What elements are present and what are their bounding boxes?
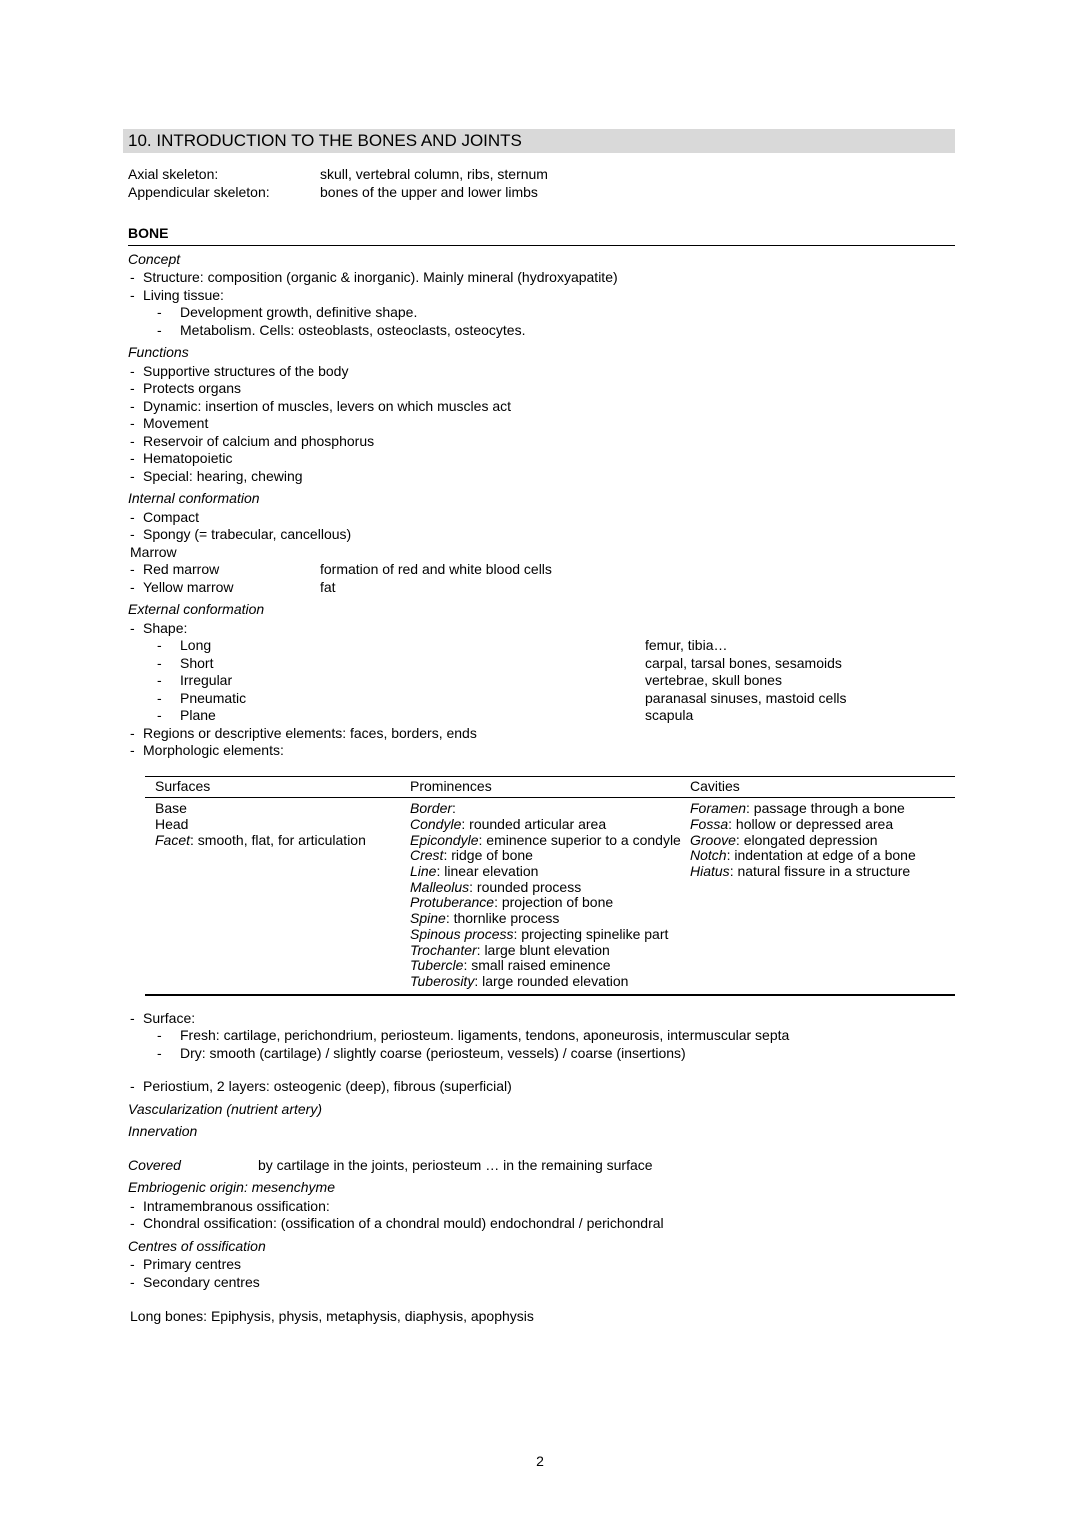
marrow-item: - Red marrow	[143, 561, 220, 577]
long-bones-line: Long bones: Epiphysis, physis, metaphysis, diaphysis, apophysis	[130, 1308, 534, 1325]
shape-row	[128, 637, 955, 655]
term: Tubercle	[410, 957, 464, 974]
page-title: 10. INTRODUCTION TO THE BONES AND JOINTS	[123, 129, 955, 153]
term-desc: : small raised eminence	[463, 957, 611, 974]
list-item	[128, 526, 955, 544]
marrow-row	[128, 579, 955, 597]
skeleton-label: Axial skeleton:	[128, 166, 219, 182]
list-item-text: - Dry: smooth (cartilage) / slightly coarse (periosteum, vessels) / coarse (insertions)	[180, 1044, 686, 1061]
term: Groove	[690, 831, 736, 848]
table-cell	[410, 864, 690, 880]
list-item	[128, 1256, 955, 1274]
list-subitem	[128, 1045, 955, 1063]
term: Foramen	[690, 800, 747, 817]
term-desc: : large rounded elevation	[474, 972, 629, 989]
table-cell	[690, 801, 955, 817]
term: Condyle	[410, 815, 462, 832]
list-item-text: - Development growth, definitive shape.	[180, 304, 418, 320]
list-item-text: - Morphologic elements:	[143, 742, 284, 758]
term: Malleolus	[410, 878, 470, 895]
vascularization-heading: Vascularization (nutrient artery)	[128, 1100, 323, 1117]
marrow-label: Marrow	[130, 543, 177, 560]
term: Hiatus	[690, 863, 730, 880]
list-item-text: - Compact	[143, 508, 200, 525]
embriogenic-heading: Embriogenic origin: mesenchyme	[128, 1179, 335, 1196]
list-item-text: - Secondary centres	[143, 1273, 260, 1290]
term: Epicondyle	[410, 831, 479, 848]
shape-examples: paranasal sinuses, mastoid cells	[645, 689, 847, 706]
centres-heading: Centres of ossification	[128, 1237, 266, 1254]
table-column-surfaces	[145, 801, 410, 989]
table-cell	[690, 817, 955, 833]
term-desc: : projecting spinelike part	[513, 925, 669, 942]
list-item	[128, 363, 955, 381]
table-cell	[410, 895, 690, 911]
term-desc: : natural fissure in a structure	[729, 863, 911, 880]
table-cell	[410, 801, 690, 817]
term-desc: : indentation at edge of a bone	[726, 847, 916, 864]
term: Spinous process	[410, 925, 514, 942]
term: Notch	[690, 847, 727, 864]
skeleton-label: Appendicular skeleton:	[128, 183, 270, 200]
covered-value: by cartilage in the joints, periosteum … in the remaining surface	[258, 1156, 653, 1173]
term-desc: : rounded articular area	[461, 815, 607, 832]
term-desc: : thornlike process	[445, 910, 560, 927]
term-desc: : smooth, flat, for articulation	[190, 831, 366, 848]
term: Border	[410, 800, 453, 817]
list-item	[128, 1078, 955, 1096]
skeleton-row-axial	[128, 166, 955, 184]
table-cell	[690, 864, 955, 880]
list-item-text: - Movement	[143, 415, 209, 431]
table-header-prominences: Prominences	[410, 777, 492, 794]
table-cell	[410, 943, 690, 959]
list-item-text: - Protects organs	[143, 380, 242, 396]
list-item	[128, 725, 955, 743]
shape-row	[128, 672, 955, 690]
term-desc: :	[452, 800, 456, 817]
table-cell: Base	[155, 800, 187, 817]
list-item-text: - Special: hearing, chewing	[143, 467, 303, 484]
list-item	[128, 433, 955, 451]
list-item-text: - Surface:	[143, 1009, 196, 1026]
morphologic-elements-table	[145, 776, 955, 996]
table-cell	[410, 927, 690, 943]
functions-heading: Functions	[128, 344, 189, 360]
table-cell	[410, 911, 690, 927]
marrow-value: fat	[320, 578, 336, 595]
list-item	[128, 415, 955, 433]
marrow-item: - Yellow marrow	[143, 578, 234, 595]
table-column-cavities	[690, 801, 955, 989]
list-item	[128, 742, 955, 760]
term-desc: : rounded process	[469, 878, 582, 895]
term: Facet	[155, 831, 191, 848]
external-conformation-heading: External conformation	[128, 601, 265, 617]
term-desc: : ridge of bone	[443, 847, 533, 864]
list-item	[128, 269, 955, 287]
shape-examples: vertebrae, skull bones	[645, 672, 782, 688]
shape-name: - Pneumatic	[180, 689, 247, 706]
list-item-text: - Chondral ossification: (ossification of a chondral mould) endochondral / perichondral	[143, 1215, 664, 1232]
term: Line	[410, 863, 437, 880]
marrow-row	[128, 561, 955, 579]
table-header-row	[145, 777, 955, 799]
list-subitem	[128, 304, 955, 322]
list-item-text: - Fresh: cartilage, perichondrium, periosteum. ligaments, tendons, aponeurosis, intermuscular septa	[180, 1027, 790, 1044]
table-column-prominences	[410, 801, 690, 989]
table-cell	[155, 833, 410, 849]
shape-name: - Long	[180, 637, 212, 653]
internal-conformation-heading: Internal conformation	[128, 490, 260, 506]
shape-row	[128, 655, 955, 673]
list-item-text: - Spongy (= trabecular, cancellous)	[143, 526, 352, 542]
term-desc: : passage through a bone	[746, 800, 905, 817]
table-cell	[410, 958, 690, 974]
term: Trochanter	[410, 941, 477, 958]
list-item	[128, 620, 955, 638]
table-cell	[410, 833, 690, 849]
marrow-value: formation of red and white blood cells	[320, 561, 552, 577]
list-item-text: - Supportive structures of the body	[143, 362, 349, 379]
innervation-heading: Innervation	[128, 1123, 198, 1140]
table-header-cavities: Cavities	[690, 777, 740, 794]
term: Fossa	[690, 815, 729, 832]
table-cell	[410, 817, 690, 833]
shape-name: - Irregular	[180, 672, 233, 688]
shape-examples: femur, tibia…	[645, 637, 728, 653]
skeleton-row-appendicular	[128, 184, 955, 202]
term: Spine	[410, 910, 446, 927]
table-header-surfaces: Surfaces	[155, 777, 211, 794]
skeleton-value: skull, vertebral column, ribs, sternum	[320, 166, 548, 182]
table-cell: Head	[155, 815, 189, 832]
shape-row	[128, 690, 955, 708]
list-item-text: - Regions or descriptive elements: faces, borders, ends	[143, 724, 477, 741]
term-desc: : linear elevation	[436, 863, 539, 880]
term: Tuberosity	[410, 972, 475, 989]
list-item-text: - Shape:	[143, 619, 188, 636]
list-item-text: - Primary centres	[143, 1256, 242, 1273]
table-cell	[690, 833, 955, 849]
list-item	[128, 1215, 955, 1233]
list-item	[128, 468, 955, 486]
table-body	[145, 798, 955, 993]
list-item	[128, 398, 955, 416]
page-number: 2	[536, 1452, 544, 1469]
term-desc: : eminence superior to a condyle	[478, 831, 681, 848]
term-desc: : projection of bone	[494, 894, 614, 911]
list-item	[128, 287, 955, 305]
term: Protuberance	[410, 894, 495, 911]
list-item-text: - Reservoir of calcium and phosphorus	[143, 432, 375, 449]
shape-name: - Short	[180, 654, 214, 671]
list-subitem	[128, 322, 955, 340]
list-item-text: - Dynamic: insertion of muscles, levers on which muscles act	[143, 397, 512, 414]
covered-label: Covered	[128, 1156, 181, 1173]
list-item	[128, 1010, 955, 1028]
table-cell	[690, 848, 955, 864]
list-item	[128, 450, 955, 468]
list-item-text: - Periostium, 2 layers: osteogenic (deep), fibrous (superficial)	[143, 1078, 512, 1095]
covered-row	[128, 1157, 955, 1175]
concept-heading: Concept	[128, 250, 181, 267]
term-desc: : large blunt elevation	[476, 941, 610, 958]
shape-name: - Plane	[180, 707, 216, 723]
list-item	[128, 1198, 955, 1216]
table-cell	[410, 974, 690, 990]
shape-examples: carpal, tarsal bones, sesamoids	[645, 654, 842, 671]
list-item-text: - Hematopoietic	[143, 450, 233, 466]
term: Crest	[410, 847, 444, 864]
bone-section-heading: BONE	[128, 225, 955, 246]
list-item	[128, 380, 955, 398]
list-item	[128, 509, 955, 527]
list-subitem	[128, 1027, 955, 1045]
list-item-text: - Intramembranous ossification:	[143, 1197, 330, 1214]
list-item-text: - Metabolism. Cells: osteoblasts, osteoclasts, osteocytes.	[180, 321, 526, 338]
shape-row	[128, 707, 955, 725]
list-item	[128, 1274, 955, 1292]
term-desc: : hollow or depressed area	[728, 815, 894, 832]
list-item-text: - Living tissue:	[143, 286, 224, 303]
skeleton-value: bones of the upper and lower limbs	[320, 183, 538, 200]
list-item-text: - Structure: composition (organic & inorganic). Mainly mineral (hydroxyapatite)	[143, 269, 618, 285]
term-desc: : elongated depression	[735, 831, 878, 848]
table-cell	[410, 848, 690, 864]
table-cell	[410, 880, 690, 896]
shape-examples: scapula	[645, 707, 694, 723]
